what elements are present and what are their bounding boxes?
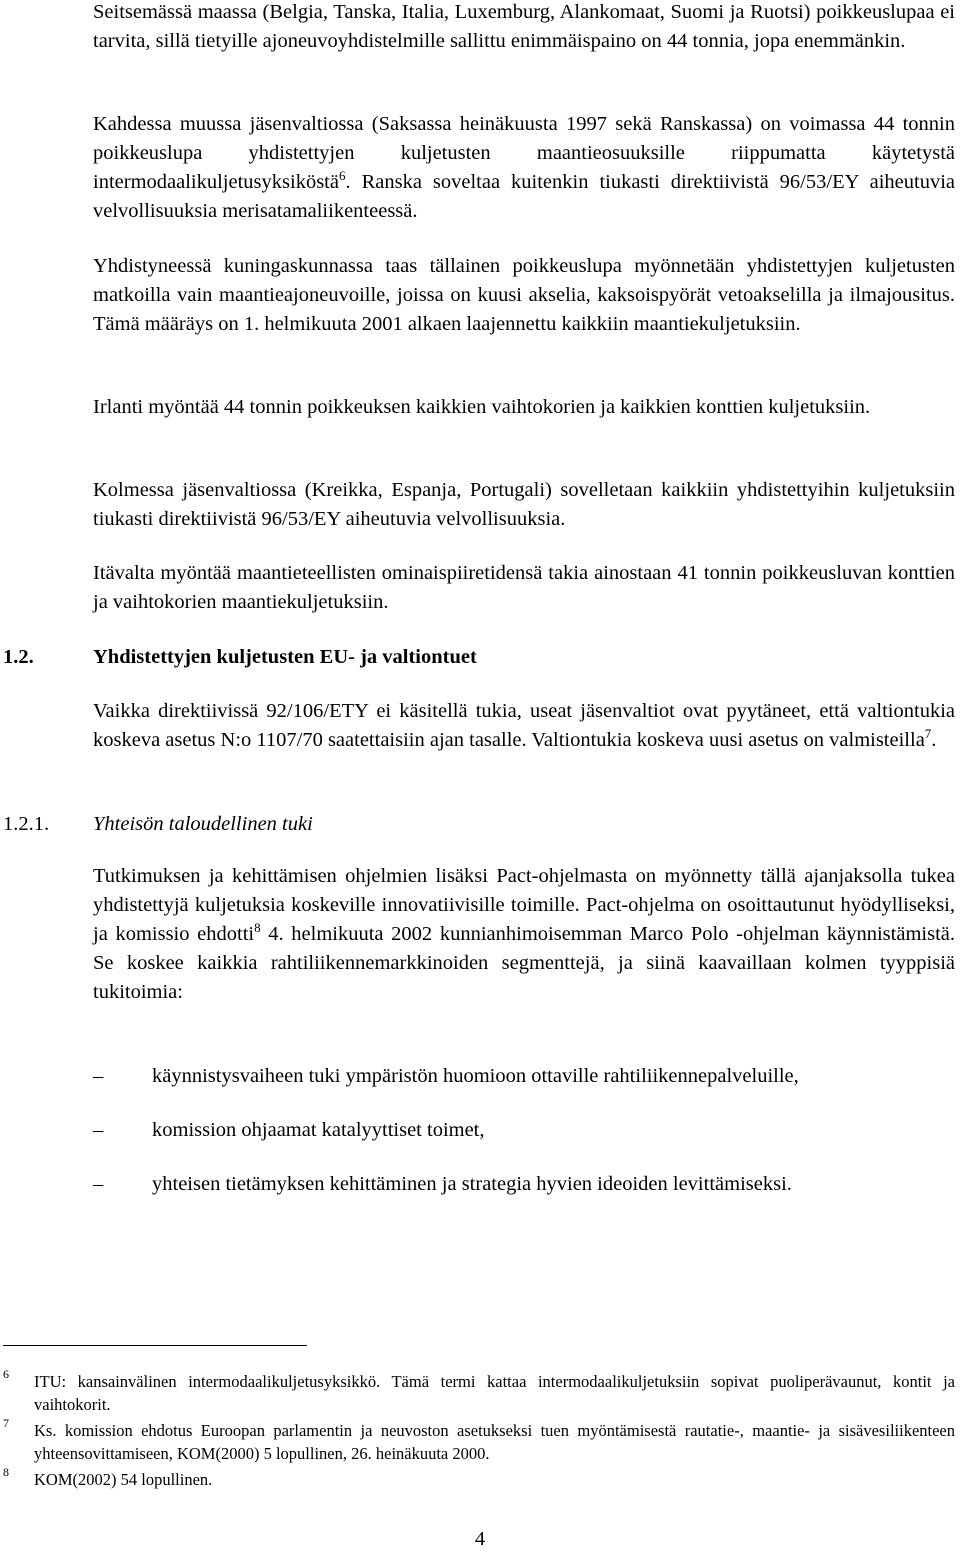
section-title: Yhdistettyjen kuljetusten EU- ja valtiontuet [93, 646, 477, 668]
paragraph-united-kingdom [93, 252, 955, 339]
paragraph-text: Kahdessa muussa jäsenvaltiossa (Saksassa heinäkuusta 1997 sekä Ranskassa) on voimassa 44 tonnin poikkeuslupa yhdistettyjen kuljetusten maantieosuuksille riippumatta käytetystä intermodaalikuljetusyksiköstä [93, 113, 955, 193]
paragraph-text: 4. helmikuuta 2002 kunnianhimoisemman Marco Polo -ohjelman käynnistämistä. Se koskee kaikkia rahtiliikennemarkkinoiden segmenttejä, ja siinä kaavaillaan kolmen tyyppisiä tukitoimia: [93, 923, 955, 1003]
section-title: Yhteisön taloudellinen tuki [93, 813, 313, 835]
section-number: 1.2. [3, 646, 34, 668]
paragraph-text: Itävalta myöntää maantieteellisten ominaispiiretidensä takia ainostaan 41 tonnin poikkeusluvan konttien ja vaihtokorien maantiekuljetuksiin. [93, 562, 955, 613]
footnote-number: 6 [3, 1367, 9, 1381]
list-item-text: yhteisen tietämyksen kehittäminen ja strategia hyvien ideoiden levittämiseksi. [152, 1173, 792, 1195]
paragraph-state-aid [93, 697, 955, 755]
paragraph-ireland [93, 393, 955, 422]
paragraph-text: Vaikka direktiivissä 92/106/ETY ei käsitellä tukia, useat jäsenvaltiot ovat pyytäneet, että valtiontukia koskeva asetus N:o 1107/70 saatettaisiin ajan tasalle. Valtiontukia koskeva uusi asetus on valmisteilla [93, 700, 955, 751]
paragraph-weight-exemptions [93, 0, 955, 56]
footnote-text: KOM(2002) 54 lopullinen. [34, 1470, 213, 1489]
list-dash: – [93, 1065, 104, 1087]
footnote-number: 8 [3, 1465, 9, 1479]
footnote-text: ITU: kansainvälinen intermodaalikuljetusyksikkö. Tämä termi kattaa intermodaalikuljetuksiin sopivat puoliperävaunut, kontit ja vaihtokorit. [34, 1372, 955, 1414]
footnote-ref[interactable]: 6 [338, 168, 346, 184]
paragraph-germany-france [93, 110, 955, 226]
section-number: 1.2.1. [3, 813, 50, 835]
paragraph-text: Kolmessa jäsenvaltiossa (Kreikka, Espanja, Portugali) sovelletaan kaikkiin yhdistettyihin kuljetuksiin tiukasti direktiivistä 96/53/EY aiheutuvia velvollisuuksia. [93, 479, 955, 530]
footnote-number: 7 [3, 1416, 9, 1430]
list-item-text: komission ohjaamat katalyyttiset toimet, [152, 1119, 485, 1141]
list-dash: – [93, 1173, 104, 1195]
footnote-ref[interactable]: 7 [924, 726, 932, 742]
paragraph-text: Yhdistyneessä kuningaskunnassa taas tällainen poikkeuslupa myönnetään yhdistettyjen kuljetusten matkoilla vain maantieajoneuvoille, joissa on kuusi akselia, kaksoispyörät vetoakselilla ja ilmajousitus. Tämä määräys on 1. helmikuuta 2001 alkaen laajennettu kaikkiin maantiekuljetuksiin. [93, 255, 955, 335]
paragraph-greece-spain-portugal [93, 476, 955, 534]
footnote-text: Ks. komission ehdotus Euroopan parlamentin ja neuvoston asetukseksi tuen myöntämisestä rautatie-, maantie- ja sisävesiliikenteen yhteensovittamiseen, KOM(2000) 5 lopullinen, 26. heinäkuuta 2000. [34, 1421, 955, 1463]
paragraph-text: Seitsemässä maassa (Belgia, Tanska, Italia, Luxemburg, Alankomaat, Suomi ja Ruotsi) poikkeuslupaa ei tarvita, sillä tietyille ajoneuvoyhdistelmille sallittu enimmäispaino on 44 tonnia, jopa enemmänkin. [93, 1, 955, 52]
list-dash: – [93, 1119, 104, 1141]
list-item-text: käynnistysvaiheen tuki ympäristön huomioon ottaville rahtiliikennepalveluille, [152, 1065, 799, 1087]
footnote-separator [3, 1345, 307, 1346]
paragraph-text: . Ranska soveltaa kuitenkin tiukasti direktiivistä 96/53/EY aiheutuvia velvollisuuksia merisatamaliikenteessä. [93, 171, 955, 222]
paragraph-pact-marco-polo [93, 862, 955, 1007]
paragraph-text: Tutkimuksen ja kehittämisen ohjelmien lisäksi Pact-ohjelmasta on myönnetty tällä ajanjaksolla tukea yhdistettyjä kuljetuksia koskeville innovatiivisille toimille. Pact-ohjelma on osoittautunut hyödylliseksi, ja komissio ehdotti [93, 865, 955, 945]
paragraph-austria [93, 559, 955, 617]
paragraph-text: Irlanti myöntää 44 tonnin poikkeuksen kaikkien vaihtokorien ja kaikkien konttien kuljetuksiin. [93, 396, 871, 418]
page-number: 4 [474, 1528, 486, 1550]
footnote-ref[interactable]: 8 [254, 920, 261, 936]
paragraph-text: . [931, 729, 937, 751]
